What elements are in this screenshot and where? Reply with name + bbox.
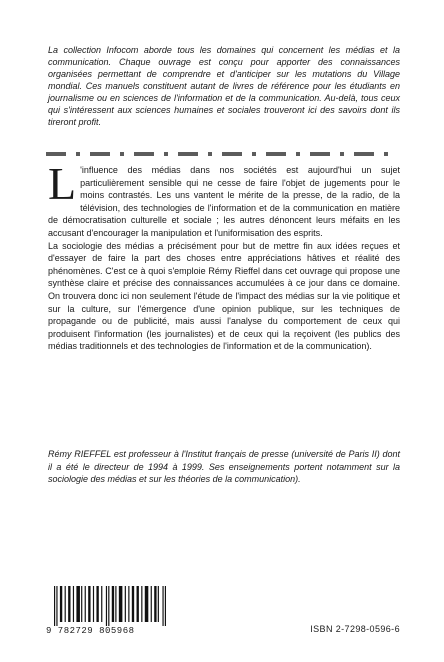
author-bio: Rémy RIEFFEL est professeur à l'Institut français de presse (université de Paris II) dont il a été le directeur de 1994 à 1999. Ses enseignements portent notamment sur la sociologie des médias et sur les théories de la communication). (48, 449, 400, 485)
summary-paragraph-1: 'influence des médias dans nos sociétés est aujourd'hui un sujet particulièrement sensible qui ne cesse de faire l'objet de jugements pour le moins contrastés. Les uns vantent le mérite de la presse, de la radio, de la télévision, des technologies de l'information et de la communication en matière de démocratisation culturelle et sociale ; les autres dénoncent leurs méfaits en les accusant d'encourager la manipulation et l'uniformisation des esprits. (48, 165, 400, 238)
drop-cap: L (48, 158, 77, 209)
summary-paragraph-2: La sociologie des médias a précisément pour but de mettre fin aux idées reçues et d'essayer de faire la part des choses entre appréciations hâtives et réalité des phénomènes. C'est ce à quoi s'emploie Rémy Rieffel dans cet ouvrage qui propose une synthèse claire et précise des connaissances accumulées à ce jour dans ce domaine. On trouvera donc ici non seulement l'étude de l'impact des médias sur la vie politique et sur la culture, sur l'émergence d'une opinion publique, sur les techniques de propagande ou de publicité, mais aussi l'analyse du comportement de ceux qui produisent l'information (les journalistes) et de ceux qui la reçoivent (les publics des médias traditionnels et des technologies de l'information et de la communication). (48, 240, 400, 352)
series-description: La collection Infocom aborde tous les domaines qui concernent les médias et la communication. Chaque ouvrage est conçu pour apporter des connaissances organisées permettant de comprendre et d'anticiper sur les mutations du Village mondial. Ces manuels constituent autant de livres de référence pour les étudiants en journalisme ou en sciences de l'information et de la communication. Au-delà, tous ceux qui s'intéressent aux sciences humaines et sociales trouveront ici des savoirs dont ils tireront profit. (48, 45, 400, 127)
barcode-bars-graphic (54, 586, 166, 626)
barcode-digits: 9 782729 805968 (46, 626, 135, 636)
back-cover-summary (48, 158, 400, 353)
isbn-number: ISBN 2-7298-0596-6 (310, 624, 400, 634)
ean-barcode (46, 586, 166, 640)
dashed-divider (46, 152, 398, 156)
